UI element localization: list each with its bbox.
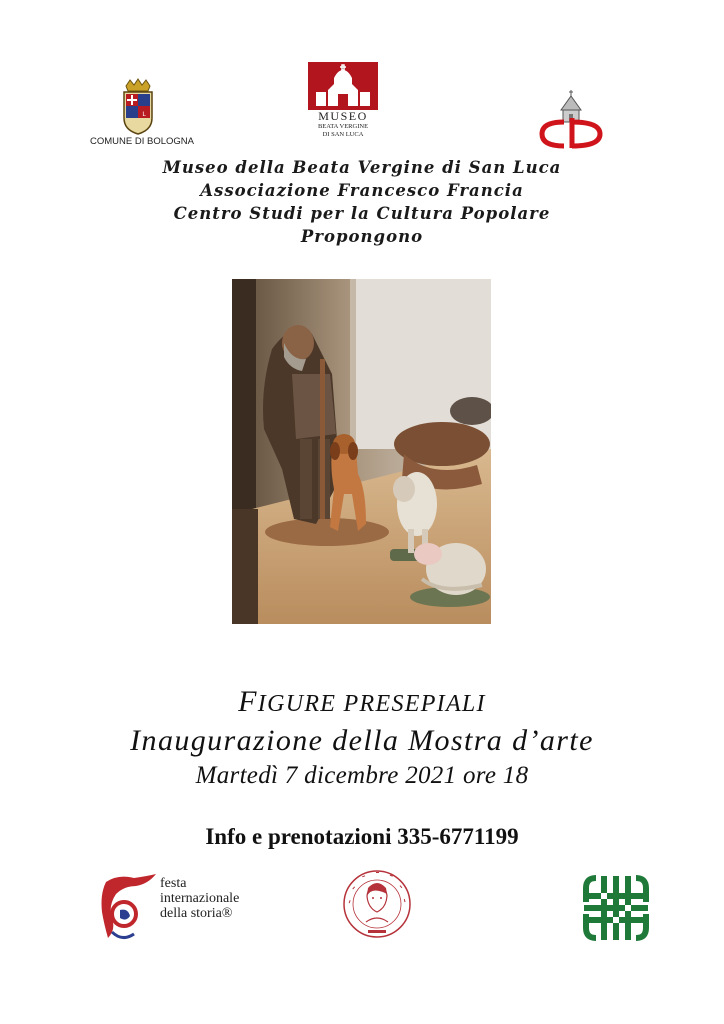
cd-church-icon (536, 88, 606, 150)
event-titles (0, 684, 724, 792)
shepherd-dog-sheep-image (232, 279, 491, 624)
event-subtitle: Inaugurazione della Mostra d’arte (130, 724, 594, 757)
info-contact: Info e prenotazioni 335-6771199 (205, 824, 519, 849)
museo-san-luca-logo (308, 62, 378, 148)
centro-studi-logo (536, 88, 606, 150)
organizer-line: Centro Studi per la Cultura Popolare (173, 204, 551, 223)
museo-logo-line: BEATA VERGINE (317, 123, 369, 130)
svg-text:L: L (142, 111, 146, 118)
event-title-rest: IGURE PRESEPIALI (257, 691, 486, 717)
festa-dragon-icon (98, 872, 160, 944)
event-date: Martedì 7 dicembre 2021 ore 18 (195, 762, 529, 789)
francia-portrait-seal-icon (342, 866, 412, 942)
event-title (0, 684, 724, 722)
museo-church-icon (308, 62, 378, 110)
organizer-line: Museo della Beata Vergine di San Luca (162, 158, 562, 177)
museo-logo-line: MUSEO (318, 109, 368, 123)
organizers-block (0, 156, 724, 248)
green-knot-logo (580, 872, 652, 944)
festa-logo-text (160, 876, 239, 921)
festa-line: della storia® (160, 906, 233, 921)
bologna-logo-text: COMUNE DI BOLOGNA (90, 136, 194, 147)
organizer-line: Propongono (300, 227, 424, 246)
festa-line: internazionale (160, 891, 240, 906)
festa-internazionale-storia-logo (98, 872, 263, 944)
event-title-cap: F (238, 685, 258, 718)
festa-line: festa (160, 876, 187, 891)
museo-logo-line: DI SAN LUCA (322, 131, 364, 138)
associazione-francesco-francia-seal (342, 866, 412, 942)
organizer-line: Associazione Francesco Francia (200, 181, 524, 200)
comune-di-bologna-logo (86, 78, 198, 150)
interlaced-knot-icon (580, 872, 652, 944)
nativity-figures-photo (232, 279, 491, 624)
